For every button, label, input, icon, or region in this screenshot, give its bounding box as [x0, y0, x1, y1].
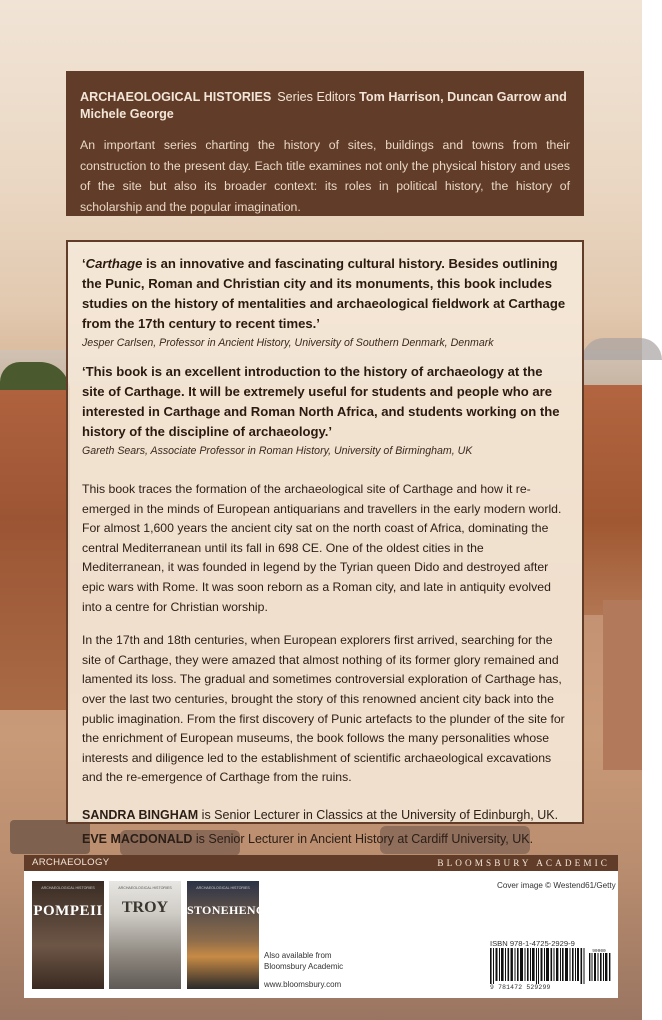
author-bio-2	[82, 830, 568, 848]
description-paragraph-2: In the 17th and 18th centuries, when European explorers first arrived, searching for the site of Carthage, they were amazed that almost nothing of its former glory remained and lamented its loss. The gradual and sometimes controversial exploration of Carthage has, over the last two centuries, brought the story of this renowned ancient city back into the public imagination. From the first discovery of Punic artefacts to the plunder of the site for the enrichment of European museums, the book follows the many personalities whose interests and diligence led to the establishment of scientific archaeological excavations and the re-emergence of Carthage from the ruins.	[82, 633, 565, 785]
footer-panel	[24, 871, 618, 998]
author-bio-1	[82, 806, 568, 824]
author-bio-1-text: is Senior Lecturer in Classics at the University of Edinburgh, UK.	[198, 807, 559, 822]
author-name-1: SANDRA BINGHAM	[82, 807, 199, 822]
price-code: 90000	[592, 949, 606, 954]
book-series-tag: ARCHAEOLOGICAL HISTORIES	[196, 886, 250, 890]
isbn-label: ISBN 978-1-4725-2929-9	[490, 939, 575, 948]
series-editors-label: Series Editors	[277, 90, 356, 104]
publisher-website: www.bloomsbury.com	[264, 980, 342, 989]
review-quote-1-text: is an innovative and fascinating cultural history. Besides outlining the Punic, Roman and Christian city and its monuments, this book includes studies on the history of mentalities and archaeological fieldwork at Carthage from the 17th century to recent times.’	[82, 256, 566, 331]
series-editors: Tom Harrison, Duncan Garrow and Michele George	[80, 90, 567, 121]
series-header	[80, 89, 570, 123]
book-thumbnail-stonehenge	[187, 881, 274, 989]
review-quote-1: ‘Carthage is an innovative and fascinating cultural history. Besides outlining the Punic, Roman and Christian city and its monuments, this book includes studies on the history of mentalities and archaeological fieldwork at Carthage from the 17th century to recent times.’	[82, 256, 566, 331]
series-name: ARCHAEOLOGICAL HISTORIES	[80, 90, 272, 104]
book-series-tag: ARCHAEOLOGICAL HISTORIES	[41, 886, 95, 890]
cover-image-credit: Cover image © Westend61/Getty	[497, 881, 616, 890]
book-title: TROY	[121, 899, 169, 916]
book-thumbnail-troy	[109, 881, 181, 989]
also-available-text	[264, 950, 343, 972]
blurb-panel	[66, 240, 584, 846]
author-name-2: EVE MACDONALD	[82, 831, 193, 846]
also-available-line-1: Also available from	[264, 951, 332, 960]
publisher-logo: BLOOMSBURY ACADEMIC	[437, 858, 610, 868]
book-thumbnail-pompeii	[32, 881, 104, 989]
category-label: ARCHAEOLOGY	[32, 857, 110, 868]
barcode-icon	[490, 948, 612, 984]
barcode-digits: 9 781472 529299	[490, 984, 551, 991]
author-bio-2-text: is Senior Lecturer in Ancient History at Cardiff University, UK.	[192, 831, 534, 846]
background-ruin-left	[0, 390, 70, 710]
review-attribution-2: Gareth Sears, Associate Professor in Roman History, University of Birmingham, UK	[82, 445, 473, 457]
background-stone	[10, 820, 90, 854]
book-series-tag: ARCHAEOLOGICAL HISTORIES	[118, 886, 172, 890]
review-title-word: Carthage	[85, 256, 143, 271]
background-hill	[582, 338, 662, 360]
description-paragraph-1: This book traces the formation of the archaeological site of Carthage and how it re-emerged in the minds of European antiquarians and travellers in the early modern world. For almost 1,600 years the ancient city sat on the north coast of Africa, dominating the central Mediterranean until its fall in 698 CE. One of the oldest cities in the Mediterranean, it was founded in legend by the Tyrian queen Dido and destroyed after epic wars with Rome. It was soon reborn as a Roman city, and late in antiquity evolved into a centre for Christian worship.	[82, 482, 562, 614]
background-column	[603, 600, 642, 770]
book-title: STONEHENGE	[187, 903, 274, 917]
footer-strip	[24, 855, 618, 871]
series-box	[66, 71, 584, 216]
book-title: POMPEII	[33, 903, 103, 919]
series-description: An important series charting the history of sites, buildings and towns from their construction to the present day. Each title examines not only the physical history and uses of the site but also its broader context: its roles in political history, the history of scholarship and the popular imagination.	[80, 138, 570, 214]
review-attribution-1: Jesper Carlsen, Professor in Ancient History, University of Southern Denmark, Denmark	[82, 337, 494, 349]
also-available-line-2: Bloomsbury Academic	[264, 962, 344, 971]
background-ruin-right	[583, 385, 642, 615]
review-quote-2: ‘This book is an excellent introduction to the history of archaeology at the site of Carthage. It will be extremely useful for students and people who are interested in Carthage and Roman North Africa, and students working on the history of the discipline of archaeology.’	[82, 364, 560, 439]
